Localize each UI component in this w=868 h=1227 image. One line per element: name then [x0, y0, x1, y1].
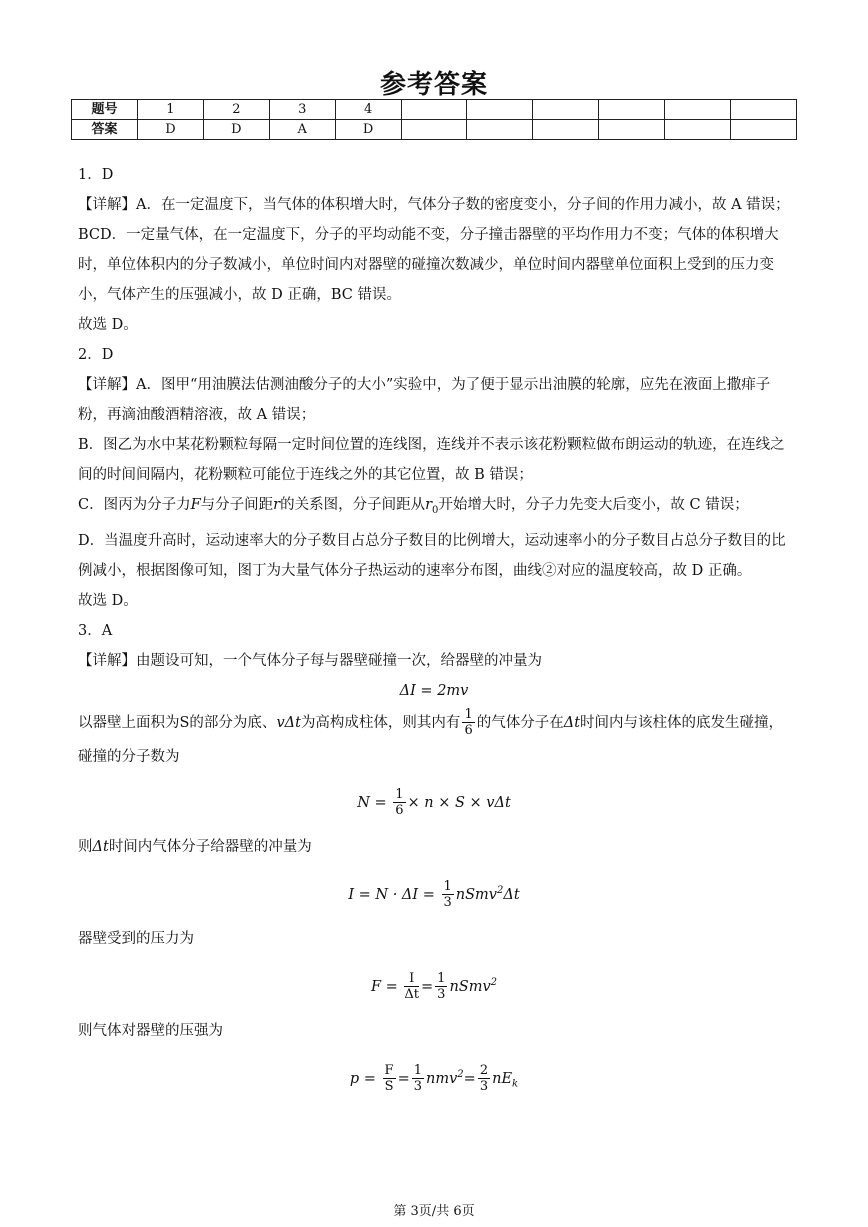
q3-heading: 3．A [78, 622, 113, 639]
page-footer: 第 3页/共 6页 [393, 1204, 475, 1219]
number-cell [731, 100, 797, 120]
answer-table-number-row [72, 100, 797, 120]
answer-table-answer-row [72, 120, 797, 140]
number-cell [599, 100, 665, 120]
q2-paragraph: C．图丙为分子力F与分子间距r的关系图，分子间距从$r_0$开始增大时，分子力先变大后变小，故 C 错误； [78, 497, 749, 516]
answer-cell [599, 120, 665, 140]
number-cell: 2 [203, 100, 269, 120]
answer-table [71, 99, 797, 140]
number-cell: 4 [335, 100, 401, 120]
q3-paragraph: 器壁受到的压力为 [78, 930, 194, 947]
answer-cell [467, 120, 533, 140]
answer-cell: A [269, 120, 335, 140]
q1-paragraph: 【详解】A．在一定温度下，当气体的体积增大时，气体分子数的密度变小，分子间的作用力减小，故 A 错误； [78, 197, 790, 213]
q2-paragraph: 【详解】A．图甲“用油膜法估测油酸分子的大小”实验中，为了便于显示出油膜的轮廓，应先在液面上撒痱子粉，再滴油酸酒精溶液，故 A 错误； [78, 377, 771, 423]
q1-conclusion: 故选 D。 [78, 317, 138, 333]
answer-cell [731, 120, 797, 140]
equation-pressure: p = $\frac{F}{S}$ = $\frac{1}{3}$ nmv$^2$= $\frac{2}{3}$ $nE_k$ [349, 1062, 519, 1094]
answer-cell: D [335, 120, 401, 140]
answer-cell: D [138, 120, 204, 140]
answer-cell [401, 120, 467, 140]
row-label-answer: 答案 [72, 120, 138, 140]
answer-cell [665, 120, 731, 140]
equation-impulse: ΔI = 2mv [399, 682, 469, 699]
number-cell: 1 [138, 100, 204, 120]
number-cell [467, 100, 533, 120]
number-cell [665, 100, 731, 120]
number-cell [533, 100, 599, 120]
q2-conclusion: 故选 D。 [78, 592, 138, 609]
equation-molecule-count: N = $\frac{1}{6}$ × n × S × vΔt [357, 787, 511, 819]
row-label-number: 题号 [72, 100, 138, 120]
q3-paragraph: 以器壁上面积为S的部分为底、vΔt为高构成柱体，则其内有 $\frac{1}{6}$ 的气体分子在Δt时间内与该柱体的底发生碰撞，碰撞的分子数为 [78, 707, 784, 765]
q3-paragraph: 【详解】由题设可知，一个气体分子每与器壁碰撞一次，给器壁的冲量为 [78, 652, 542, 669]
fraction-one-sixth: $\frac{1}{6}$ [464, 707, 473, 739]
equation-force: F = $\frac{I}{\Delta t}$ = $\frac{1}{3}$ nSmv$^2$ [370, 971, 498, 1003]
equation-total-impulse: I = N · ΔI = $\frac{1}{3}$ nSmv$^2$Δt [348, 879, 520, 911]
number-cell [401, 100, 467, 120]
q1-heading: 1．D [78, 167, 114, 183]
page-title: 参考答案 [379, 70, 488, 100]
answer-cell [533, 120, 599, 140]
q3-paragraph: 则Δt时间内气体分子给器壁的冲量为 [78, 838, 312, 855]
q1-paragraph: BCD．一定量气体，在一定温度下，分子的平均动能不变，分子撞击器壁的平均作用力不变；气体的体积增大时，单位体积内的分子数减小，单位时间内对器壁的碰撞次数减少，单位时间内器壁单位面积上受到的压力变小，气体产生的压强减小，故 D 正确，BC 错误。 [78, 227, 779, 303]
q2-heading: 2．D [78, 347, 114, 363]
q2-paragraph: D．当温度升高时，运动速率大的分子数目占总分子数目的比例增大，运动速率小的分子数目占总分子数目的比例减小，根据图像可知，图丁为大量气体分子热运动的速率分布图，曲线②对应的温度较高，故 D 正确。 [78, 532, 786, 579]
q2-paragraph: B．图乙为水中某花粉颗粒每隔一定时间位置的连线图，连线并不表示该花粉颗粒做布朗运动的轨迹，在连线之间的时间间隔内，花粉颗粒可能位于连线之外的其它位置，故 B 错误； [78, 437, 785, 483]
q3-paragraph: 则气体对器壁的压强为 [78, 1022, 223, 1039]
number-cell: 3 [269, 100, 335, 120]
answer-cell: D [203, 120, 269, 140]
answer-explanations [78, 160, 790, 1113]
